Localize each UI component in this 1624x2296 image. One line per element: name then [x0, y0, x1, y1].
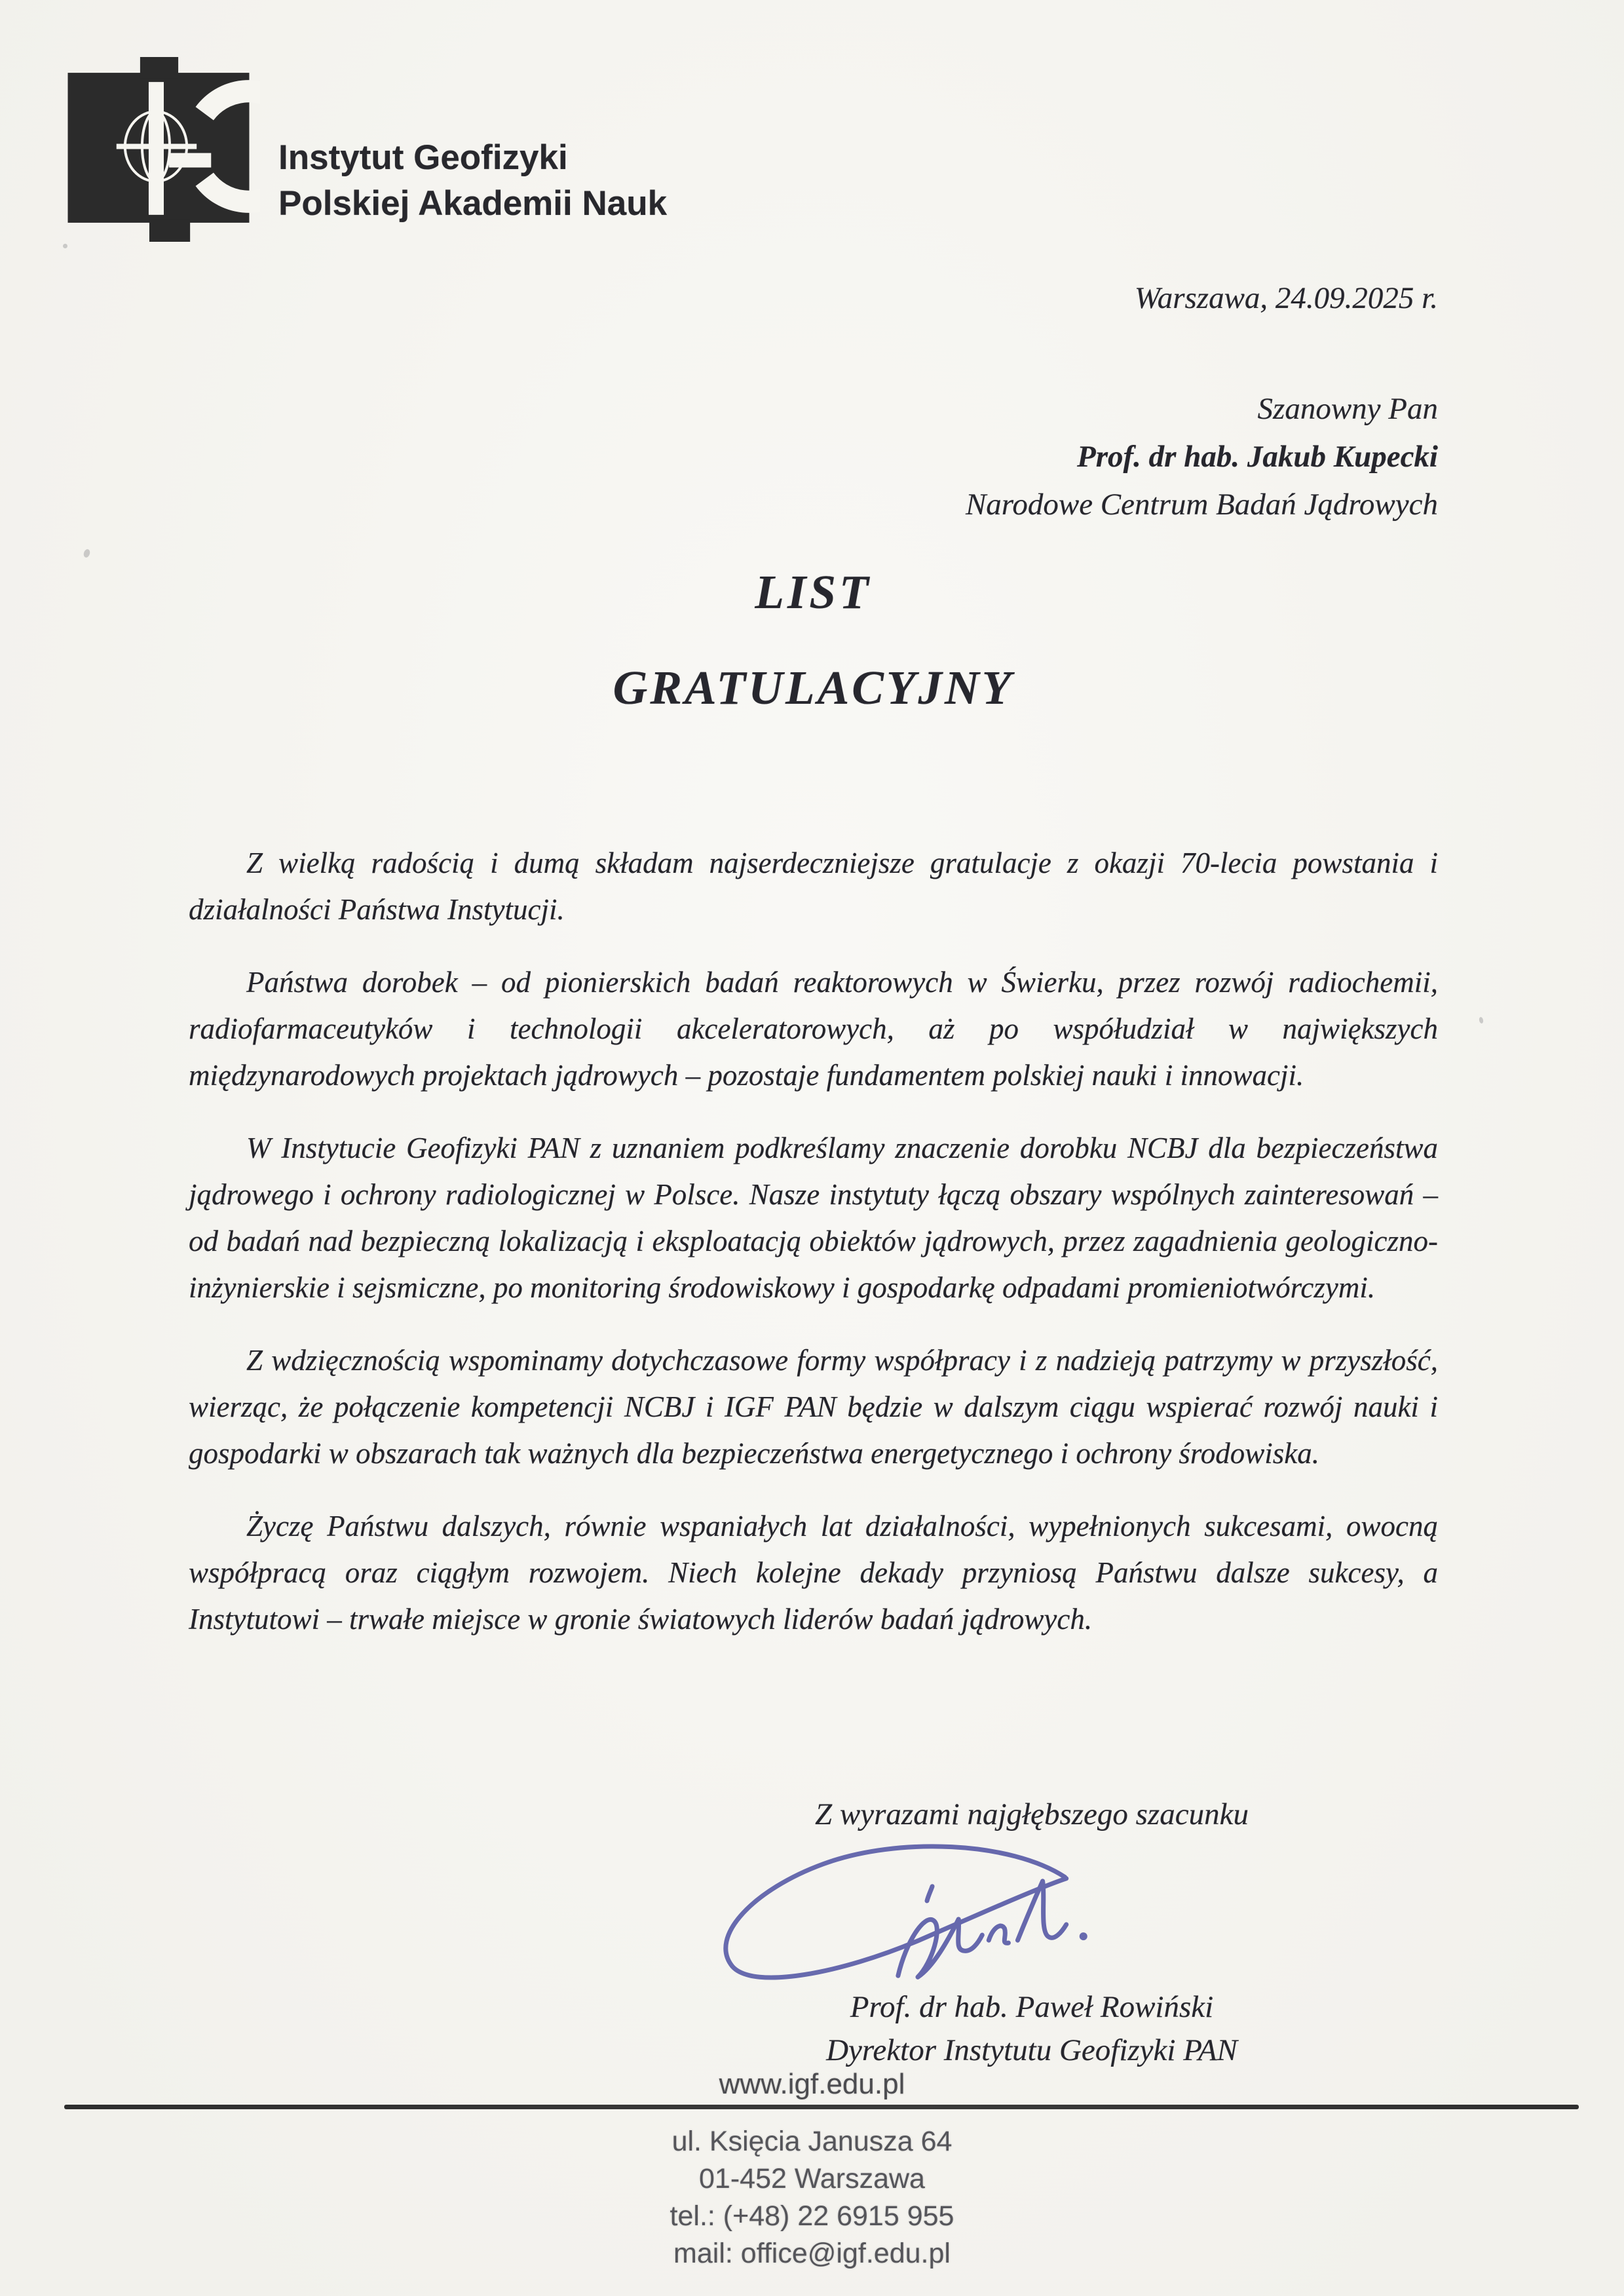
footer-address-block: [0, 2123, 1624, 2272]
letter-title: [189, 565, 1438, 716]
signature-ink-icon: [702, 1836, 1136, 2001]
recipient-institution: Narodowe Centrum Badań Jądrowych: [965, 488, 1438, 522]
signer-name: Prof. dr hab. Paweł Rowiński: [850, 1990, 1214, 2024]
footer-phone: tel.: (+48) 22 6915 955: [670, 2200, 954, 2232]
org-name-line1: Instytut Geofizyki: [278, 138, 568, 177]
letter-body: [189, 840, 1438, 1669]
letter-title-line1: LIST: [755, 565, 872, 619]
paragraph-3: W Instytucie Geofizyki PAN z uznaniem podkreślamy znaczenie dorobku NCBJ dla bezpieczeństwa jądrowego i ochrony radiologicznej w Polsce. Nasze instytuty łączą obszary wspólnych zainteresowań – od badań nad bezpieczną lokalizacją i eksploatacją obiektów jądrowych, przez zagadnienia geologiczno-inżynierskie i sejsmiczne, po monitoring środowiskowy i gospodarkę odpadami promieniotwórczymi.: [189, 1132, 1438, 1304]
signer-title: Dyrektor Instytutu Geofizyki PAN: [826, 2033, 1237, 2067]
paragraph-2: Państwa dorobek – od pionierskich badań reaktorowych w Świerku, przez rozwój radiochemii, radiofarmaceutyków i technologii akceleratorowych, aż po współudział w największych międzynarodowych projektach jądrowych – pozostaje fundamentem polskiej nauki i innowacji.: [189, 966, 1438, 1092]
org-name-line2: Polskiej Akademii Nauk: [278, 184, 668, 223]
paragraph-4: Z wdzięcznością wspominamy dotychczasowe formy współpracy i z nadzieją patrzymy w przyszłość, wierząc, że połączenie kompetencji NCBJ i IGF PAN będzie w dalszym ciągu wspierać rozwój nauki i gospodarki w obszarach tak ważnych dla bezpieczeństwa energetycznego i ochrony środowiska.: [189, 1344, 1438, 1470]
footer-address-street: ul. Księcia Janusza 64: [671, 2126, 953, 2157]
footer-divider: [64, 2105, 1579, 2109]
recipient-block: [189, 385, 1438, 529]
signer-block: [639, 1985, 1425, 2072]
org-name: [278, 135, 667, 227]
paragraph-1: Z wielką radością i dumą składam najserdeczniejsze gratulacje z okazji 70-lecia powstania i działalności Państwa Instytucji.: [189, 847, 1438, 926]
recipient-name: Prof. dr hab. Jakub Kupecki: [1077, 440, 1438, 474]
igf-pan-logo-icon: [62, 56, 260, 243]
footer-email: mail: office@igf.edu.pl: [673, 2238, 951, 2269]
letter-title-line2: GRATULACYJNY: [613, 661, 1014, 714]
footer-website: www.igf.edu.pl: [719, 2068, 905, 2100]
recipient-salutation: Szanowny Pan: [1257, 392, 1438, 426]
scan-artifact: [63, 244, 67, 248]
paragraph-5: Życzę Państwu dalszych, równie wspaniałych lat działalności, wypełnionych sukcesami, owocną współpracą oraz ciągłym rozwojem. Niech kolejne dekady przyniosą Państwu dalsze sukcesy, a Instytutowi – trwałe miejsce w gronie światowych liderów badań jądrowych.: [189, 1510, 1438, 1636]
footer-address-city: 01-452 Warszawa: [699, 2163, 925, 2194]
scan-artifact: [83, 548, 91, 558]
scan-artifact: [1479, 1016, 1484, 1024]
valediction: Z wyrazami najgłębszego szacunku: [815, 1797, 1249, 1831]
dateline: Warszawa, 24.09.2025 r.: [1134, 281, 1438, 315]
